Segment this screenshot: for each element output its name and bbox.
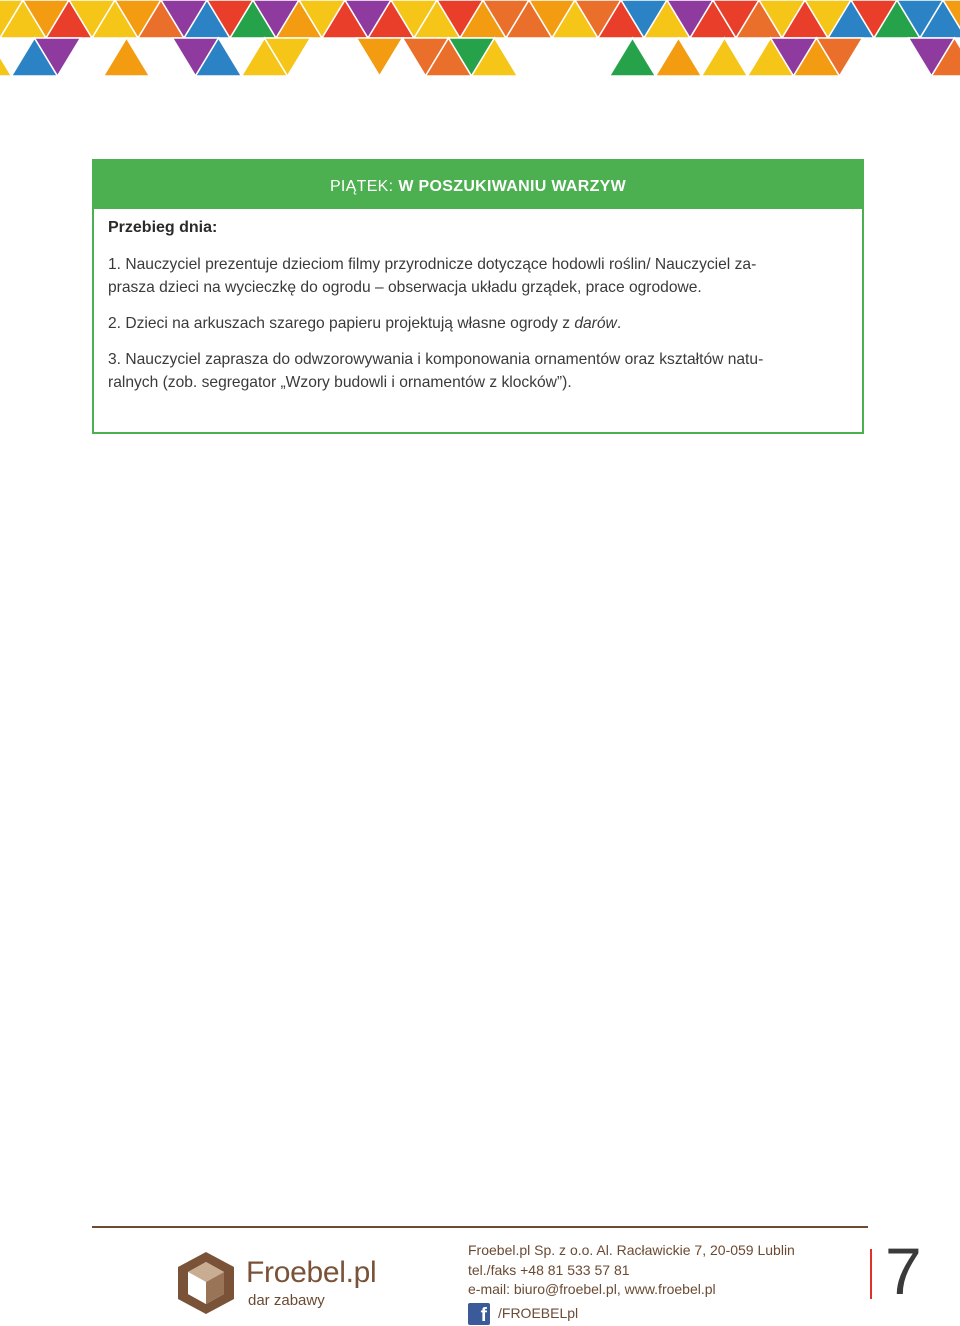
section-label: Przebieg dnia: [108, 219, 218, 236]
page-number-separator [870, 1249, 872, 1299]
cube-logo-icon [176, 1250, 236, 1316]
list-item [108, 253, 848, 299]
banner-triangle [0, 38, 12, 76]
banner-triangle [702, 38, 748, 76]
list-item-text: 2. Dzieci na arkuszach szarego papieru projektują własne ogrody z [108, 315, 575, 332]
activity-box [92, 159, 864, 434]
email-website[interactable]: e-mail: biuro@froebel.pl, www.froebel.pl [468, 1281, 716, 1297]
footer-divider [92, 1226, 868, 1228]
box-heading [94, 161, 862, 209]
page-number: 7 [885, 1234, 922, 1308]
facebook-label: /FROEBELpl [498, 1304, 579, 1321]
decorative-triangle-banner [0, 0, 960, 82]
contact-block [468, 1241, 795, 1325]
list-item [108, 348, 848, 394]
logo-tagline: dar zabawy [248, 1292, 325, 1309]
list-item-tail: . [616, 315, 622, 332]
heading-day: PIĄTEK: [329, 178, 394, 195]
heading-topic: W POSZUKIWANIU WARZYW [398, 178, 627, 195]
logo-name: Froebel.pl [246, 1256, 377, 1289]
list-item-line: ralnych (zob. segregator „Wzory budowli i ornamentów z klocków”). [108, 374, 572, 391]
list-item-line: prasza dzieci na wycieczkę do ogrodu – obserwacja układu grządek, prace ogrodowe. [108, 279, 702, 296]
facebook-icon: f [468, 1303, 490, 1325]
banner-triangle [610, 38, 656, 76]
banner-triangle [357, 38, 403, 76]
froebel-logo[interactable] [176, 1250, 406, 1320]
list-item [108, 312, 848, 335]
company-address: Froebel.pl Sp. z o.o. Al. Racławickie 7, 20-059 Lublin [468, 1242, 795, 1258]
banner-triangle [656, 38, 702, 76]
banner-triangle [104, 38, 150, 76]
list-item-line: 3. Nauczyciel zaprasza do odwzorowywania i komponowania ornamentów oraz kształtów natu- [108, 351, 764, 368]
phone-number: tel./faks +48 81 533 57 81 [468, 1261, 630, 1278]
facebook-link[interactable] [468, 1303, 795, 1325]
list-item-emphasis: darów [574, 315, 617, 332]
list-item-line: 1. Nauczyciel prezentuje dzieciom filmy przyrodnicze dotyczące hodowli roślin/ Nauczyciel za- [108, 256, 757, 273]
